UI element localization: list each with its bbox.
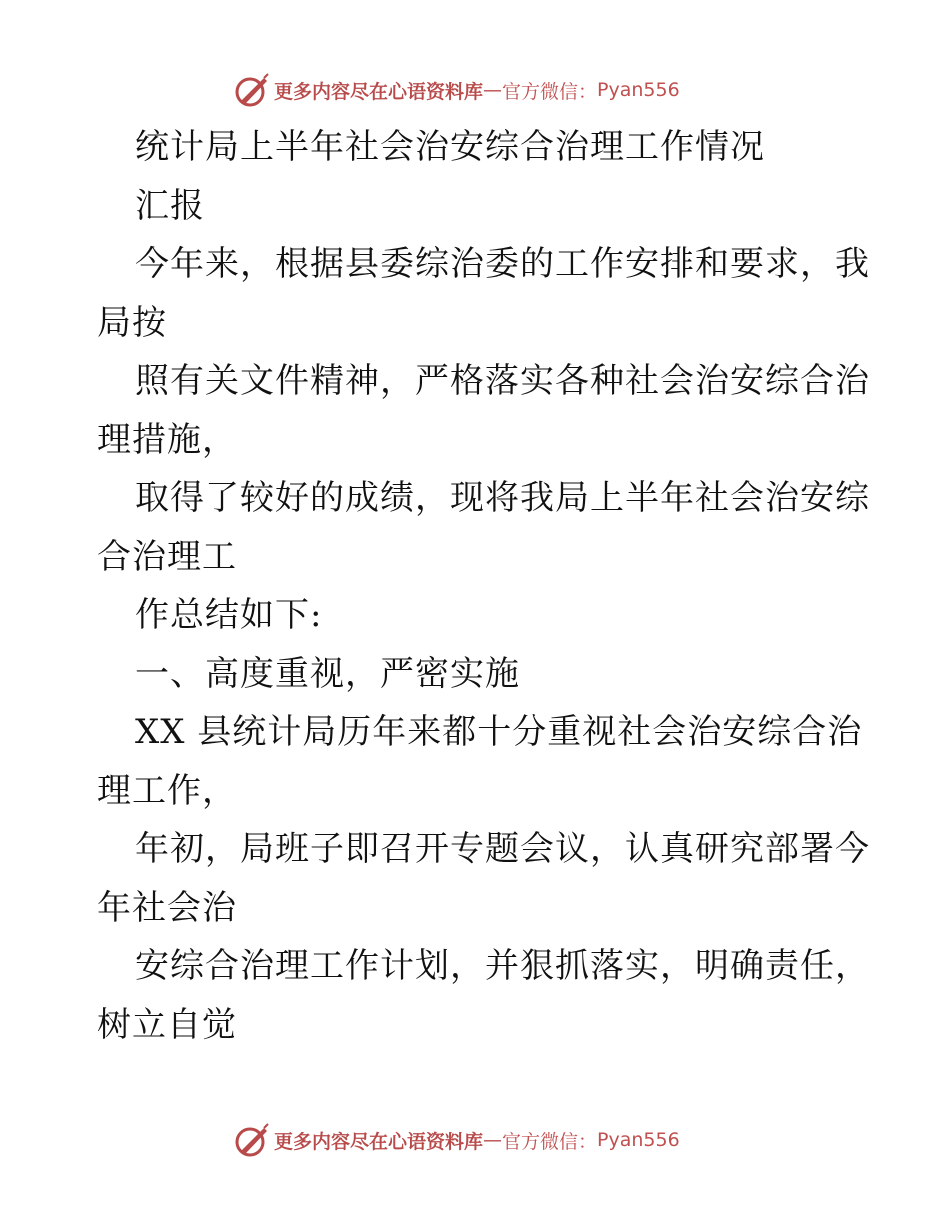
watermark-wechat-label: 官方微信：	[502, 1130, 598, 1153]
watermark-text: 更多内容尽在心语资料库	[274, 80, 484, 103]
paragraph-line: 理措施，	[97, 419, 237, 460]
watermark-text: 更多内容尽在心语资料库	[274, 1130, 484, 1153]
section-heading: 一、高度重视，严密实施	[135, 653, 520, 694]
quill-logo-icon	[234, 72, 270, 108]
watermark-separator: —	[483, 79, 503, 101]
quill-logo-icon	[234, 1122, 270, 1158]
watermark-wechat-label: 官方微信：	[502, 80, 598, 103]
paragraph-line: 局按	[97, 302, 167, 343]
paragraph-line: 今年来，根据县委综治委的工作安排和要求，我	[135, 244, 870, 284]
paragraph-line: 取得了较好的成绩，现将我局上半年社会治安综	[135, 478, 870, 518]
paragraph-line: XX 县统计局历年来都十分重视社会治安综合治	[135, 712, 863, 752]
header-watermark	[234, 72, 680, 108]
watermark-separator: —	[483, 1129, 503, 1151]
paragraph-line: 合治理工	[97, 536, 237, 577]
paragraph-line: 作总结如下:	[135, 595, 323, 635]
paragraph-line: 照有关文件精神，严格落实各种社会治安综合治	[135, 361, 870, 401]
watermark-wechat-id: Pyan556	[597, 79, 680, 101]
paragraph-line: 安综合治理工作计划，并狠抓落实，明确责任，	[135, 946, 870, 986]
document-body	[97, 118, 870, 1054]
document-title-line-2: 汇报	[135, 185, 205, 226]
paragraph-line: 年初，局班子即召开专题会议，认真研究部署今	[135, 829, 870, 869]
watermark-wechat-id: Pyan556	[597, 1129, 680, 1151]
paragraph-line: 理工作，	[97, 770, 237, 811]
paragraph-line: 树立自觉	[97, 1004, 237, 1045]
paragraph-line: 年社会治	[97, 887, 237, 928]
document-title-line-1: 统计局上半年社会治安综合治理工作情况	[135, 127, 765, 167]
footer-watermark	[234, 1122, 680, 1158]
